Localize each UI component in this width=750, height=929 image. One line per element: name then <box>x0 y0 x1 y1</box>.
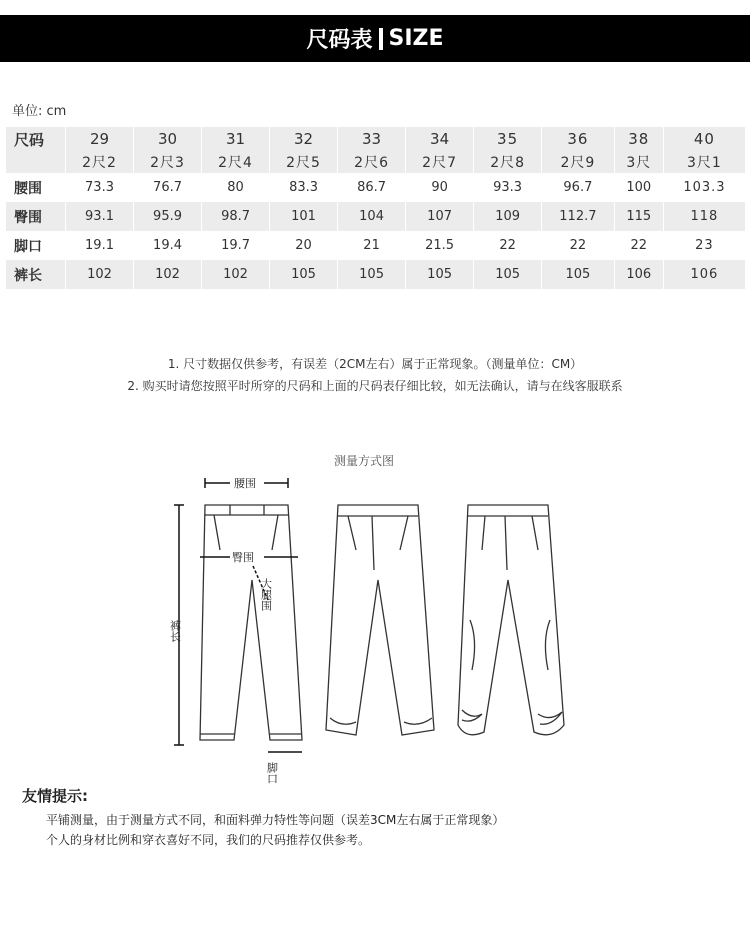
size-chi-cell: 3尺 <box>614 151 663 173</box>
size-cell: 36 <box>541 127 614 151</box>
table-row <box>5 202 745 231</box>
banner-title-cn: 尺码表 <box>306 28 373 53</box>
value-cell: 90 <box>405 173 473 202</box>
value-cell: 19.7 <box>201 231 269 260</box>
tips <box>22 785 504 850</box>
value-cell: 86.7 <box>337 173 405 202</box>
size-cell: 40 <box>663 127 745 151</box>
note-line: 2. 购买时请您按照平时所穿的尺码和上面的尺码表仔细比较，如无法确认，请与在线客服联系 <box>127 379 623 393</box>
value-cell: 22 <box>614 231 663 260</box>
value-cell: 102 <box>133 260 201 289</box>
table-header-row <box>5 127 745 151</box>
value-cell: 83.3 <box>269 173 337 202</box>
value-cell: 93.3 <box>473 173 541 202</box>
size-chi-cell: 2尺4 <box>201 151 269 173</box>
value-cell: 106 <box>663 260 745 289</box>
size-cell: 35 <box>473 127 541 151</box>
pants-annotated <box>200 505 302 740</box>
value-cell: 115 <box>614 202 663 231</box>
table-header-label: 尺码 <box>5 127 65 151</box>
measure-lines <box>174 478 302 752</box>
value-cell: 106 <box>614 260 663 289</box>
size-cell: 34 <box>405 127 473 151</box>
size-chi-cell: 2尺7 <box>405 151 473 173</box>
table-row <box>5 260 745 289</box>
value-cell: 80 <box>201 173 269 202</box>
size-banner <box>0 15 750 62</box>
measurement-diagram <box>160 470 600 790</box>
row-label: 腰围 <box>5 173 65 202</box>
value-cell: 22 <box>541 231 614 260</box>
label-thigh: 大腿围 <box>259 578 273 611</box>
label-length: 裤长 <box>168 620 182 642</box>
value-cell: 76.7 <box>133 173 201 202</box>
notes <box>0 353 750 397</box>
label-hip: 臀围 <box>232 551 254 564</box>
diagram-title: 测量方式图 <box>334 454 395 468</box>
value-cell: 100 <box>614 173 663 202</box>
banner-separator <box>379 28 383 50</box>
value-cell: 118 <box>663 202 745 231</box>
table-subheader-blank <box>5 151 65 173</box>
value-cell: 21 <box>337 231 405 260</box>
pants-pleated <box>458 505 564 735</box>
size-cell: 30 <box>133 127 201 151</box>
size-chi-cell: 2尺5 <box>269 151 337 173</box>
value-cell: 105 <box>473 260 541 289</box>
size-chi-cell: 2尺2 <box>65 151 133 173</box>
tips-line: 个人的身材比例和穿衣喜好不同，我们的尺码推荐仅供参考。 <box>46 833 371 847</box>
value-cell: 112.7 <box>541 202 614 231</box>
banner-title-en: SIZE <box>388 26 444 51</box>
size-table <box>5 127 745 289</box>
note-line: 1. 尺寸数据仅供参考，有误差（2CM左右）属于正常现象。（测量单位：CM） <box>167 357 583 371</box>
size-chi-cell: 2尺6 <box>337 151 405 173</box>
size-chi-cell: 2尺9 <box>541 151 614 173</box>
label-hem: 脚口 <box>265 762 279 784</box>
value-cell: 102 <box>201 260 269 289</box>
size-cell: 32 <box>269 127 337 151</box>
value-cell: 102 <box>65 260 133 289</box>
value-cell: 93.1 <box>65 202 133 231</box>
value-cell: 105 <box>541 260 614 289</box>
value-cell: 96.7 <box>541 173 614 202</box>
unit-label: 单位: cm <box>12 104 67 119</box>
value-cell: 19.1 <box>65 231 133 260</box>
row-label: 裤长 <box>5 260 65 289</box>
size-cell: 29 <box>65 127 133 151</box>
value-cell: 101 <box>269 202 337 231</box>
value-cell: 109 <box>473 202 541 231</box>
value-cell: 21.5 <box>405 231 473 260</box>
table-row <box>5 231 745 260</box>
value-cell: 22 <box>473 231 541 260</box>
label-waist: 腰围 <box>234 477 256 490</box>
value-cell: 103.3 <box>663 173 745 202</box>
size-cell: 33 <box>337 127 405 151</box>
table-subheader-row <box>5 151 745 173</box>
value-cell: 19.4 <box>133 231 201 260</box>
value-cell: 98.7 <box>201 202 269 231</box>
value-cell: 107 <box>405 202 473 231</box>
row-label: 臀围 <box>5 202 65 231</box>
size-cell: 38 <box>614 127 663 151</box>
pants-front <box>326 505 434 735</box>
size-chi-cell: 2尺3 <box>133 151 201 173</box>
size-cell: 31 <box>201 127 269 151</box>
value-cell: 105 <box>269 260 337 289</box>
value-cell: 105 <box>337 260 405 289</box>
size-chi-cell: 2尺8 <box>473 151 541 173</box>
value-cell: 23 <box>663 231 745 260</box>
tips-title: 友情提示: <box>22 787 88 805</box>
value-cell: 95.9 <box>133 202 201 231</box>
row-label: 脚口 <box>5 231 65 260</box>
tips-line: 平铺测量，由于测量方式不同，和面料弹力特性等问题（误差3CM左右属于正常现象） <box>46 813 505 827</box>
value-cell: 73.3 <box>65 173 133 202</box>
size-chi-cell: 3尺1 <box>663 151 745 173</box>
table-row <box>5 173 745 202</box>
value-cell: 105 <box>405 260 473 289</box>
value-cell: 104 <box>337 202 405 231</box>
value-cell: 20 <box>269 231 337 260</box>
